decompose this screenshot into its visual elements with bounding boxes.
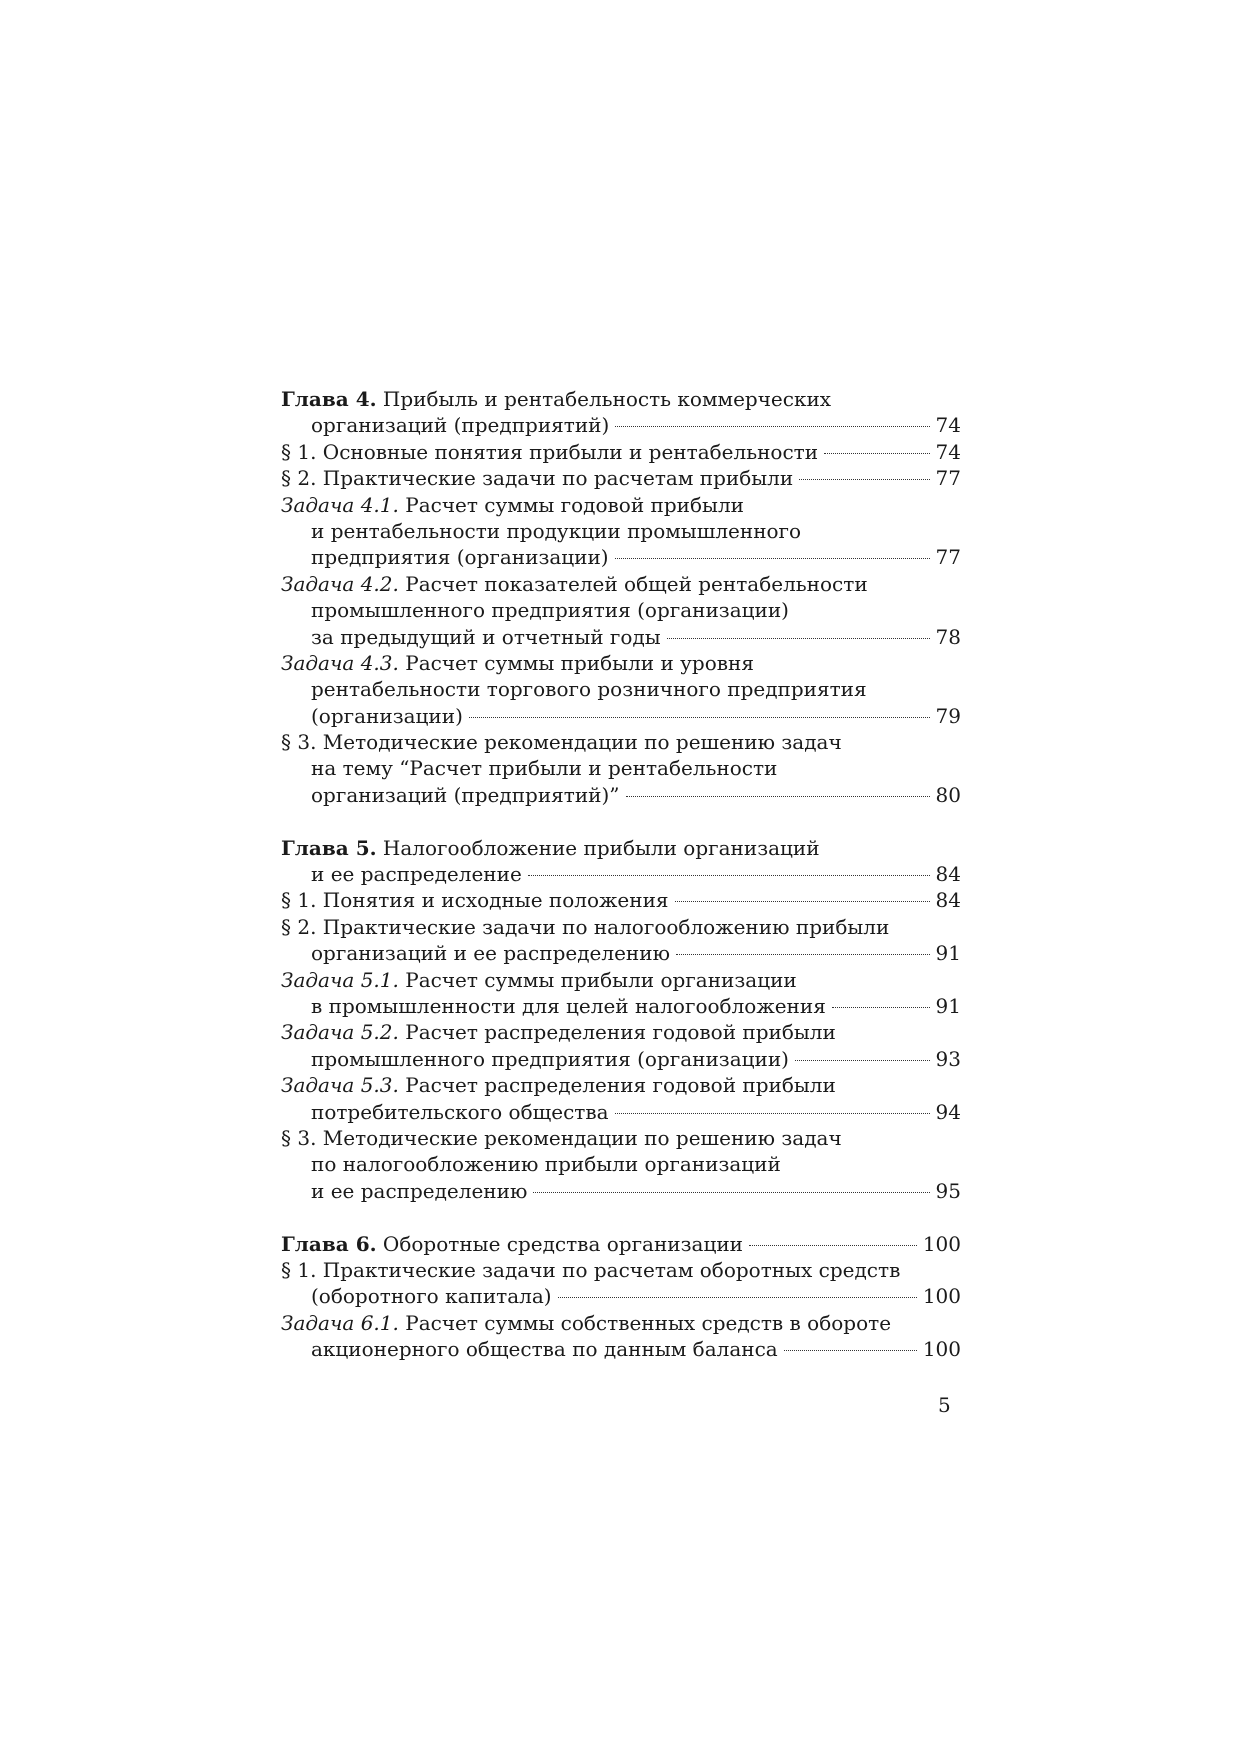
toc-entry-title-end xyxy=(281,465,793,491)
toc-entry-section xyxy=(281,1257,961,1310)
toc-entry-section xyxy=(281,439,961,465)
toc-entry-title-end xyxy=(311,412,609,438)
toc-page-number: 84 xyxy=(935,862,961,887)
toc-page-number: 100 xyxy=(922,1231,961,1256)
toc-entry-last-line xyxy=(281,993,961,1019)
toc-entry-title-end xyxy=(311,1099,609,1125)
toc-entry-title: Расчет суммы годовой прибыли xyxy=(398,492,744,517)
toc-entry-task xyxy=(281,1310,961,1363)
toc-entry-first-line xyxy=(281,1257,961,1283)
dot-leader xyxy=(795,1060,930,1061)
toc-entry-continuation: рентабельности торгового розничного предприятия xyxy=(311,677,867,702)
toc-entry-task xyxy=(281,1019,961,1072)
toc-entry-title: Налогообложение прибыли организаций xyxy=(376,835,820,860)
page-number: 5 xyxy=(938,1393,951,1417)
toc-entry-task xyxy=(281,492,961,571)
toc-entry-title: Расчет показателей общей рентабельности xyxy=(398,571,868,596)
chapter-label: Глава 5. xyxy=(281,835,377,860)
toc-entry-text: Оборотные средства организации xyxy=(376,1231,743,1256)
toc-page-number: 77 xyxy=(935,545,961,570)
toc-entry-last-line xyxy=(281,465,961,491)
toc-page-number: 77 xyxy=(935,466,961,491)
toc-entry-title-end xyxy=(311,703,463,729)
toc-entry-title: Расчет распределения годовой прибыли xyxy=(398,1073,836,1098)
toc-entry-first-line xyxy=(281,835,961,861)
toc-entry-text: (оборотного капитала) xyxy=(311,1284,552,1309)
toc-entry-text: § 1. Основные понятия прибыли и рентабельности xyxy=(281,439,819,464)
toc-page-number: 74 xyxy=(935,439,961,464)
toc-entry-text: § 2. Практические задачи по расчетам прибыли xyxy=(281,466,794,491)
toc-entry-last-line xyxy=(281,544,961,570)
toc-page-number: 78 xyxy=(935,624,961,649)
toc-entry-continuation: на тему “Расчет прибыли и рентабельности xyxy=(311,756,778,781)
dot-leader xyxy=(626,796,930,797)
toc-entry-first-line xyxy=(281,571,961,597)
toc-entry-continuation: промышленного предприятия (организации) xyxy=(311,598,789,623)
toc-entry-title: § 3. Методические рекомендации по решению задач xyxy=(281,1125,842,1150)
dot-leader xyxy=(558,1297,917,1298)
toc-entry-chapter xyxy=(281,1231,961,1257)
toc-entry-task xyxy=(281,650,961,729)
toc-entry-last-line xyxy=(281,1099,961,1125)
dot-leader xyxy=(749,1245,917,1246)
toc-entry-first-line xyxy=(281,967,961,993)
task-label: Задача 4.3. xyxy=(281,650,399,675)
task-label: Задача 5.1. xyxy=(281,967,399,992)
toc-entry-first-line xyxy=(281,1019,961,1045)
table-of-contents xyxy=(281,386,961,1362)
toc-entry-first-line xyxy=(281,729,961,755)
toc-entry-title-end xyxy=(311,1336,778,1362)
dot-leader xyxy=(832,1007,930,1008)
toc-entry-text: промышленного предприятия (организации) xyxy=(311,1046,789,1071)
toc-entry-chapter xyxy=(281,835,961,888)
toc-entry-title: Расчет суммы собственных средств в обороте xyxy=(398,1310,892,1335)
dot-leader xyxy=(675,901,930,902)
toc-entry-last-line xyxy=(281,782,961,808)
toc-entry-title-end xyxy=(311,1046,789,1072)
toc-page-number: 95 xyxy=(935,1178,961,1203)
toc-entry-text: организаций и ее распределению xyxy=(311,941,670,966)
toc-entry-text: предприятия (организации) xyxy=(311,545,609,570)
toc-entry-continuation: и рентабельности продукции промышленного xyxy=(311,518,802,543)
toc-page-number: 94 xyxy=(935,1099,961,1124)
toc-entry-text: организаций (предприятий)” xyxy=(311,782,620,807)
toc-entry-section xyxy=(281,729,961,808)
toc-entry-title: Расчет суммы прибыли и уровня xyxy=(398,650,754,675)
toc-entry-title: § 1. Практические задачи по расчетам оборотных средств xyxy=(281,1257,901,1282)
toc-entry-title-end xyxy=(281,887,669,913)
toc-page-number: 84 xyxy=(935,888,961,913)
toc-page-number: 80 xyxy=(935,782,961,807)
toc-entry-first-line xyxy=(281,1310,961,1336)
toc-entry-task xyxy=(281,571,961,650)
toc-entry-last-line xyxy=(281,1046,961,1072)
toc-entry-last-line xyxy=(281,1336,961,1362)
toc-entry-text: § 1. Понятия и исходные положения xyxy=(281,888,669,913)
toc-entry-title: Расчет распределения годовой прибыли xyxy=(398,1020,836,1045)
toc-entry-text: (организации) xyxy=(311,703,463,728)
chapter-label: Глава 4. xyxy=(281,387,377,411)
toc-entry-first-line xyxy=(281,492,961,518)
task-label: Задача 6.1. xyxy=(281,1310,399,1335)
toc-entry-last-line xyxy=(281,1178,961,1204)
dot-leader xyxy=(528,875,930,876)
dot-leader xyxy=(615,558,930,559)
toc-entry-last-line xyxy=(281,439,961,465)
dot-leader xyxy=(615,426,929,427)
toc-entry-last-line xyxy=(281,940,961,966)
toc-entry-first-line xyxy=(281,1125,961,1151)
toc-entry-last-line xyxy=(281,624,961,650)
toc-entry-first-line xyxy=(281,914,961,940)
toc-entry-title: Расчет суммы прибыли организации xyxy=(398,967,797,992)
chapter-label: Глава 6. xyxy=(281,1231,377,1256)
task-label: Задача 4.2. xyxy=(281,571,399,596)
toc-entry-text: организаций (предприятий) xyxy=(311,413,610,438)
toc-page-number: 93 xyxy=(935,1046,961,1071)
toc-entry-title-end xyxy=(281,439,818,465)
toc-entry-title-end xyxy=(281,1231,743,1257)
toc-entry-title-end xyxy=(311,782,620,808)
toc-entry-last-line xyxy=(281,1231,961,1257)
toc-page-number: 91 xyxy=(935,993,961,1018)
toc-entry-first-line xyxy=(281,386,961,412)
toc-entry-text: потребительского общества xyxy=(311,1099,609,1124)
task-label: Задача 5.3. xyxy=(281,1073,399,1098)
toc-entry-last-line xyxy=(281,703,961,729)
toc-entry-text: и ее распределение xyxy=(311,862,522,887)
dot-leader xyxy=(676,954,930,955)
toc-page-number: 100 xyxy=(922,1337,961,1362)
toc-entry-first-line xyxy=(281,1072,961,1098)
dot-leader xyxy=(469,717,930,718)
toc-entry-title-end xyxy=(311,624,661,650)
toc-entry-task xyxy=(281,967,961,1020)
toc-entry-text: в промышленности для целей налогообложения xyxy=(311,993,826,1018)
dot-leader xyxy=(784,1350,917,1351)
toc-entry-section xyxy=(281,887,961,913)
task-label: Задача 5.2. xyxy=(281,1020,399,1045)
dot-leader xyxy=(667,638,930,639)
toc-entry-title: § 2. Практические задачи по налогообложению прибыли xyxy=(281,914,890,939)
dot-leader xyxy=(799,479,929,480)
toc-entry-last-line xyxy=(281,887,961,913)
toc-entry-section xyxy=(281,1125,961,1204)
toc-entry-section xyxy=(281,465,961,491)
chapter-spacer xyxy=(281,808,961,834)
dot-leader xyxy=(615,1113,930,1114)
toc-entry-last-line xyxy=(281,861,961,887)
toc-entry-continuation: по налогообложению прибыли организаций xyxy=(311,1152,781,1177)
toc-entry-title-end xyxy=(311,861,522,887)
chapter-spacer xyxy=(281,1204,961,1230)
toc-page-number: 74 xyxy=(935,413,961,438)
toc-entry-title-end xyxy=(311,1178,527,1204)
toc-entry-title: Прибыль и рентабельность коммерческих xyxy=(376,387,832,411)
toc-entry-last-line xyxy=(281,412,961,438)
toc-entry-chapter xyxy=(281,386,961,439)
dot-leader xyxy=(824,453,929,454)
toc-entry-title-end xyxy=(311,993,826,1019)
toc-entry-title-end xyxy=(311,544,609,570)
toc-entry-title-end xyxy=(311,940,670,966)
toc-entry-first-line xyxy=(281,650,961,676)
toc-page-number: 100 xyxy=(922,1284,961,1309)
task-label: Задача 4.1. xyxy=(281,492,399,517)
toc-entry-title-end xyxy=(311,1283,552,1309)
toc-page-number: 91 xyxy=(935,941,961,966)
toc-entry-text: за предыдущий и отчетный годы xyxy=(311,624,661,649)
toc-entry-title: § 3. Методические рекомендации по решению задач xyxy=(281,730,842,755)
dot-leader xyxy=(533,1192,929,1193)
toc-entry-last-line xyxy=(281,1283,961,1309)
toc-entry-text: акционерного общества по данным баланса xyxy=(311,1337,778,1362)
toc-entry-section xyxy=(281,914,961,967)
toc-entry-text: и ее распределению xyxy=(311,1178,528,1203)
toc-entry-task xyxy=(281,1072,961,1125)
toc-page-number: 79 xyxy=(935,703,961,728)
